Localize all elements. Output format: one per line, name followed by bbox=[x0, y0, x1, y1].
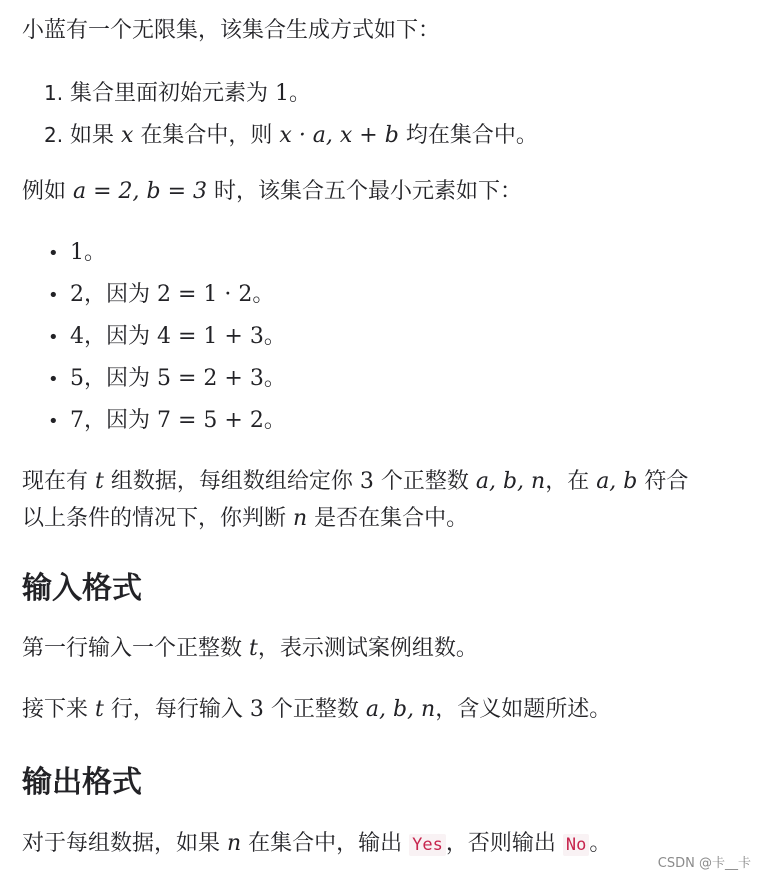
rule-text: 集合里面初始元素为 bbox=[70, 81, 275, 106]
desc-text: 以上条件的情况下，你判断 bbox=[22, 506, 293, 531]
math-var: t bbox=[95, 697, 104, 722]
intro-text: 小蓝有一个无限集，该集合生成方式如下： bbox=[22, 18, 441, 43]
list-item bbox=[48, 316, 286, 358]
desc-text: 符合 bbox=[637, 469, 689, 494]
code-no: No bbox=[563, 834, 589, 856]
output-format-heading: 输出格式 bbox=[22, 765, 142, 800]
example-text bbox=[22, 175, 522, 209]
input-format-heading: 输入格式 bbox=[22, 571, 142, 606]
rule-item-2 bbox=[44, 114, 538, 156]
output-text: ，否则输出 bbox=[445, 831, 563, 856]
math-var: x bbox=[121, 123, 134, 148]
list-item bbox=[48, 358, 286, 400]
desc-text: 个正整数 bbox=[373, 469, 476, 494]
desc-text: 组数据，每组数组给定你 bbox=[103, 469, 360, 494]
output-text: 。 bbox=[589, 831, 612, 856]
item-end: 。 bbox=[263, 408, 286, 433]
watermark: CSDN @卡__卡 bbox=[657, 856, 751, 871]
math-expr: 2 = 1 · 2 bbox=[157, 282, 253, 307]
math-expr: a = 2, b = 3 bbox=[73, 179, 208, 204]
output-text: 对于每组数据，如果 bbox=[22, 831, 227, 856]
desc-text: ，在 bbox=[545, 469, 597, 494]
bullet-icon: • bbox=[48, 411, 59, 432]
bullet-icon: • bbox=[48, 327, 59, 348]
math-var: n bbox=[227, 831, 242, 856]
bullet-icon: • bbox=[48, 369, 59, 390]
input-line-2 bbox=[22, 693, 611, 727]
input-text: 第一行输入一个正整数 bbox=[22, 636, 249, 661]
math-value: 1 bbox=[275, 81, 289, 106]
rule-number: 2. bbox=[44, 123, 64, 147]
item-text: 。 bbox=[84, 240, 107, 265]
code-yes: Yes bbox=[409, 834, 446, 856]
bullet-icon: • bbox=[48, 243, 59, 264]
rule-text: 如果 bbox=[70, 123, 121, 148]
item-value: 4 bbox=[70, 324, 84, 349]
output-line bbox=[22, 827, 611, 862]
rule-text-end: 均在集合中。 bbox=[398, 123, 538, 148]
output-text: 在集合中，输出 bbox=[241, 831, 410, 856]
example-list bbox=[48, 232, 286, 442]
item-text: ，因为 bbox=[84, 282, 157, 307]
item-value: 2 bbox=[70, 282, 84, 307]
list-item bbox=[48, 274, 286, 316]
example-pre: 例如 bbox=[22, 179, 73, 204]
rules-list bbox=[44, 72, 538, 156]
example-post: 时，该集合五个最小元素如下： bbox=[207, 179, 523, 204]
rule-text-end: 。 bbox=[289, 81, 312, 106]
item-text: ，因为 bbox=[84, 408, 157, 433]
bullet-icon: • bbox=[48, 285, 59, 306]
item-text: ，因为 bbox=[84, 324, 157, 349]
math-expr: a, b bbox=[596, 469, 638, 494]
item-value: 5 bbox=[70, 366, 84, 391]
rule-number: 1. bbox=[44, 81, 64, 105]
math-expr: a, b, n bbox=[475, 469, 546, 494]
desc-text: 是否在集合中。 bbox=[307, 506, 469, 531]
math-expr: x · a, x + b bbox=[279, 123, 399, 148]
rule-item-1 bbox=[44, 72, 538, 114]
math-expr: 7 = 5 + 2 bbox=[157, 408, 264, 433]
rule-text-mid: 在集合中，则 bbox=[133, 123, 280, 148]
item-end: 。 bbox=[263, 324, 286, 349]
list-item bbox=[48, 400, 286, 442]
input-text: ，含义如题所述。 bbox=[435, 697, 612, 722]
description-text bbox=[22, 463, 747, 537]
math-expr: 4 = 1 + 3 bbox=[157, 324, 264, 349]
math-value: 3 bbox=[359, 469, 374, 494]
input-text: 个正整数 bbox=[263, 697, 366, 722]
item-value: 1 bbox=[70, 240, 84, 265]
input-text: 接下来 bbox=[22, 697, 95, 722]
item-end: 。 bbox=[252, 282, 275, 307]
item-text: ，因为 bbox=[84, 366, 157, 391]
input-text: ，表示测试案例组数。 bbox=[257, 636, 478, 661]
input-line-1 bbox=[22, 632, 478, 666]
item-value: 7 bbox=[70, 408, 84, 433]
desc-text: 现在有 bbox=[22, 469, 95, 494]
item-end: 。 bbox=[263, 366, 286, 391]
input-text: 行，每行输入 bbox=[103, 697, 250, 722]
list-item bbox=[48, 232, 286, 274]
math-var: t bbox=[249, 636, 258, 661]
math-var: n bbox=[293, 506, 308, 531]
math-expr: a, b, n bbox=[365, 697, 436, 722]
math-expr: 5 = 2 + 3 bbox=[157, 366, 264, 391]
math-value: 3 bbox=[249, 697, 264, 722]
math-var: t bbox=[95, 469, 104, 494]
